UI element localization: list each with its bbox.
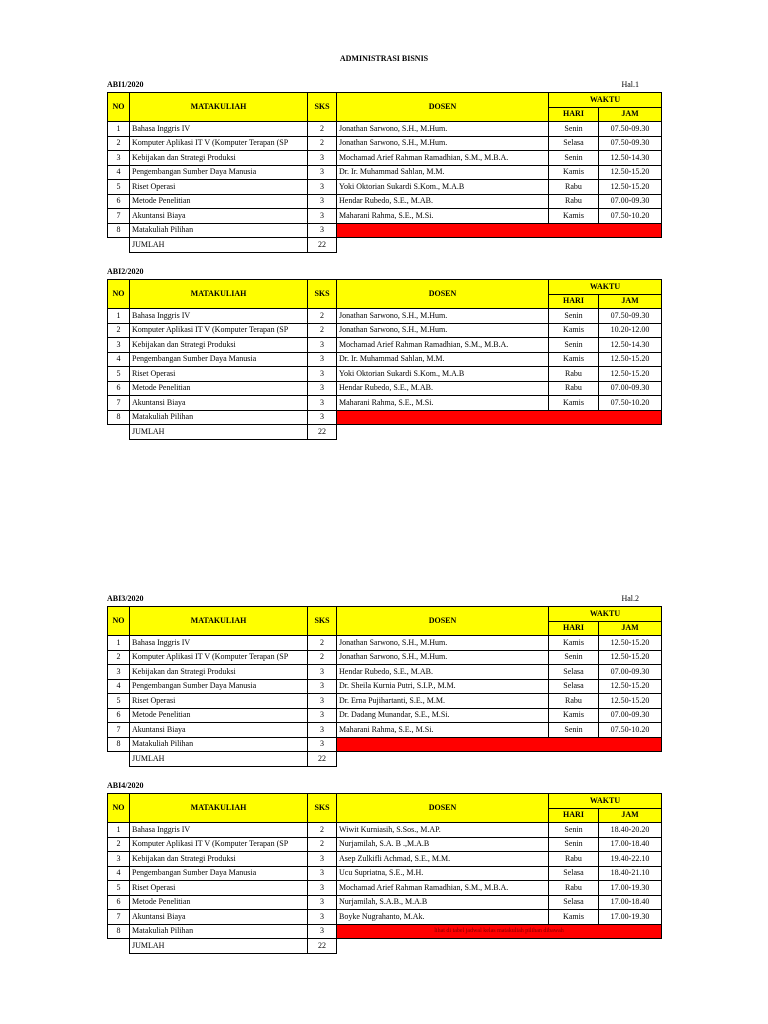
course-sks: 3 [308,381,337,396]
row-number: 6 [108,194,130,209]
lecturer-name: Dr. Erna Pujihartanti, S.E., M.M. [337,694,549,709]
schedule-time: 07.50-09.30 [599,136,662,151]
schedule-day: Rabu [549,194,599,209]
course-sks: 3 [308,223,337,238]
row-number: 2 [108,136,130,151]
schedule-day: Senin [549,723,599,738]
course-sks: 3 [308,338,337,353]
row-number: 3 [108,852,130,867]
lecturer-name: Asep Zulkifli Achmad, S.E., M.M. [337,852,549,867]
elective-highlight-cell [337,737,662,752]
page-number: Hal.1 [621,80,639,89]
schedule-day: Kamis [549,352,599,367]
schedule-time: 07.00-09.30 [599,665,662,680]
class-name: ABI1/2020 [107,80,144,89]
lecturer-name: Hendar Rubedo, S.E., M.AB. [337,665,549,680]
course-name: Akuntansi Biaya [130,396,308,411]
total-spacer [108,238,130,253]
total-spacer [337,425,662,440]
row-number: 1 [108,823,130,838]
schedule-time: 12.50-15.20 [599,650,662,665]
lecturer-name: Maharani Rahma, S.E., M.Si. [337,396,549,411]
row-number: 8 [108,223,130,238]
header-no: NO [108,93,130,122]
table-row [108,323,662,338]
course-name: Pengembangan Sumber Daya Manusia [130,352,308,367]
table-row [108,194,662,209]
lecturer-name: Jonathan Sarwono, S.H., M.Hum. [337,136,549,151]
row-number: 1 [108,636,130,651]
schedule-time: 10.20-12.00 [599,323,662,338]
row-number: 7 [108,910,130,925]
row-number: 7 [108,209,130,224]
course-name: Matakuliah Pilihan [130,223,308,238]
header-dosen: DOSEN [337,794,549,823]
course-sks: 2 [308,309,337,324]
header-hari: HARI [549,294,599,309]
table-row [108,852,662,867]
course-name: Metode Penelitian [130,381,308,396]
course-sks: 3 [308,679,337,694]
total-label: JUMLAH [130,939,308,954]
course-name: Riset Operasi [130,180,308,195]
row-number: 6 [108,708,130,723]
schedule-time: 12.50-15.20 [599,352,662,367]
lecturer-name: Dr. Sheila Kurnia Putri, S.I.P., M.M. [337,679,549,694]
schedule-time: 07.50-10.20 [599,396,662,411]
schedule-table [107,606,662,767]
course-name: Matakuliah Pilihan [130,924,308,939]
header-jam: JAM [599,294,662,309]
course-sks: 2 [308,122,337,137]
course-name: Bahasa Inggris IV [130,309,308,324]
lecturer-name: Yoki Oktorian Sukardi S.Kom., M.A.B [337,180,549,195]
table-row [108,636,662,651]
schedule-time: 19.40-22.10 [599,852,662,867]
table-row [108,223,662,238]
schedule-table [107,793,662,954]
schedule-day: Rabu [549,881,599,896]
row-number: 6 [108,381,130,396]
schedule-table [107,92,662,253]
table-row [108,180,662,195]
table-row [108,381,662,396]
header-jam: JAM [599,808,662,823]
row-number: 7 [108,396,130,411]
header-matakuliah: MATAKULIAH [130,607,308,636]
course-name: Kebijakan dan Strategi Produksi [130,665,308,680]
header-hari: HARI [549,621,599,636]
course-name: Akuntansi Biaya [130,910,308,925]
schedule-day: Kamis [549,708,599,723]
course-name: Akuntansi Biaya [130,209,308,224]
elective-highlight-cell: lihat di tabel jadwal kelas matakuliah pilihan dibawah [337,924,662,939]
header-hari: HARI [549,107,599,122]
lecturer-name: Nurjamilah, S.A.B., M.A.B [337,895,549,910]
table-row [108,910,662,925]
course-sks: 3 [308,737,337,752]
schedule-time: 12.50-15.20 [599,367,662,382]
lecturer-name: Mochamad Arief Rahman Ramadhian, S.M., M.B.A. [337,881,549,896]
row-number: 4 [108,165,130,180]
lecturer-name: Mochamad Arief Rahman Ramadhian, S.M., M.B.A. [337,338,549,353]
course-name: Riset Operasi [130,367,308,382]
total-spacer [337,752,662,767]
course-name: Pengembangan Sumber Daya Manusia [130,866,308,881]
header-sks: SKS [308,607,337,636]
header-waktu: WAKTU [549,93,662,108]
total-sks: 22 [308,238,337,253]
total-sks: 22 [308,752,337,767]
table-row [108,165,662,180]
row-number: 3 [108,338,130,353]
total-sks: 22 [308,425,337,440]
table-row [108,309,662,324]
table-row [108,396,662,411]
course-name: Komputer Aplikasi IT V (Komputer Terapan (SP [130,650,308,665]
course-sks: 3 [308,151,337,166]
table-row [108,650,662,665]
lecturer-name: Dr. Ir. Muhammad Sahlan, M.M. [337,165,549,180]
lecturer-name: Dr. Dadang Munandar, S.E., M.Si. [337,708,549,723]
course-name: Riset Operasi [130,694,308,709]
header-matakuliah: MATAKULIAH [130,794,308,823]
course-name: Metode Penelitian [130,194,308,209]
header-matakuliah: MATAKULIAH [130,280,308,309]
header-waktu: WAKTU [549,607,662,622]
lecturer-name: Hendar Rubedo, S.E., M.AB. [337,194,549,209]
elective-highlight-cell [337,223,662,238]
table-row [108,151,662,166]
total-spacer [108,752,130,767]
table-row [108,895,662,910]
total-label: JUMLAH [130,238,308,253]
schedule-time: 07.50-09.30 [599,309,662,324]
lecturer-name: Yoki Oktorian Sukardi S.Kom., M.A.B [337,367,549,382]
header-no: NO [108,794,130,823]
lecturer-name: Jonathan Sarwono, S.H., M.Hum. [337,323,549,338]
total-spacer [108,425,130,440]
course-name: Matakuliah Pilihan [130,737,308,752]
course-sks: 2 [308,636,337,651]
header-no: NO [108,607,130,636]
course-sks: 3 [308,708,337,723]
total-sks: 22 [308,939,337,954]
schedule-time: 07.00-09.30 [599,381,662,396]
schedule-day: Rabu [549,694,599,709]
course-name: Matakuliah Pilihan [130,410,308,425]
schedule-day: Selasa [549,665,599,680]
course-sks: 3 [308,352,337,367]
schedule-day: Rabu [549,852,599,867]
course-name: Pengembangan Sumber Daya Manusia [130,679,308,694]
header-jam: JAM [599,107,662,122]
course-name: Kebijakan dan Strategi Produksi [130,852,308,867]
table-row [108,924,662,939]
table-row [108,209,662,224]
row-number: 5 [108,881,130,896]
header-dosen: DOSEN [337,93,549,122]
lecturer-name: Maharani Rahma, S.E., M.Si. [337,209,549,224]
course-sks: 3 [308,881,337,896]
document-title: ADMINISTRASI BISNIS [339,54,429,63]
row-number: 5 [108,180,130,195]
header-sks: SKS [308,93,337,122]
lecturer-name: Wiwit Kurniasih, S.Sos., M.AP. [337,823,549,838]
header-no: NO [108,280,130,309]
schedule-time: 12.50-15.20 [599,679,662,694]
schedule-day: Kamis [549,396,599,411]
course-sks: 2 [308,323,337,338]
schedule-day: Kamis [549,323,599,338]
schedule-time: 07.50-10.20 [599,209,662,224]
schedule-time: 12.50-14.30 [599,151,662,166]
row-number: 4 [108,679,130,694]
course-sks: 3 [308,165,337,180]
table-row [108,723,662,738]
schedule-day: Kamis [549,636,599,651]
schedule-day: Rabu [549,381,599,396]
elective-highlight-cell [337,410,662,425]
schedule-day: Kamis [549,910,599,925]
course-sks: 3 [308,910,337,925]
schedule-day: Rabu [549,180,599,195]
row-number: 3 [108,665,130,680]
schedule-time: 07.00-09.30 [599,708,662,723]
row-number: 7 [108,723,130,738]
course-name: Bahasa Inggris IV [130,636,308,651]
schedule-day: Selasa [549,679,599,694]
course-sks: 2 [308,837,337,852]
lecturer-name: Ucu Supriatna, S.E., M.H. [337,866,549,881]
table-row [108,136,662,151]
lecturer-name: Jonathan Sarwono, S.H., M.Hum. [337,122,549,137]
schedule-time: 17.00-18.40 [599,837,662,852]
row-number: 5 [108,694,130,709]
lecturer-name: Maharani Rahma, S.E., M.Si. [337,723,549,738]
schedule-time: 18.40-21.10 [599,866,662,881]
course-sks: 3 [308,694,337,709]
course-name: Metode Penelitian [130,708,308,723]
row-number: 1 [108,122,130,137]
row-number: 4 [108,866,130,881]
total-row [108,238,662,253]
course-sks: 3 [308,367,337,382]
total-row [108,752,662,767]
course-sks: 3 [308,852,337,867]
course-sks: 3 [308,180,337,195]
total-spacer [337,238,662,253]
course-name: Kebijakan dan Strategi Produksi [130,151,308,166]
header-sks: SKS [308,280,337,309]
total-row [108,939,662,954]
course-name: Akuntansi Biaya [130,723,308,738]
course-name: Bahasa Inggris IV [130,122,308,137]
course-sks: 3 [308,866,337,881]
lecturer-name: Hendar Rubedo, S.E., M.AB. [337,381,549,396]
schedule-day: Senin [549,650,599,665]
course-sks: 3 [308,410,337,425]
header-waktu: WAKTU [549,280,662,295]
row-number: 8 [108,737,130,752]
table-row [108,708,662,723]
table-row [108,881,662,896]
course-name: Bahasa Inggris IV [130,823,308,838]
schedule-day: Selasa [549,895,599,910]
course-sks: 3 [308,665,337,680]
row-number: 8 [108,924,130,939]
page-number: Hal.2 [621,594,639,603]
schedule-day: Kamis [549,165,599,180]
schedule-time: 18.40-20.20 [599,823,662,838]
table-row [108,367,662,382]
schedule-day: Selasa [549,136,599,151]
schedule-day: Rabu [549,367,599,382]
row-number: 3 [108,151,130,166]
header-jam: JAM [599,621,662,636]
total-spacer [108,939,130,954]
total-row [108,425,662,440]
course-sks: 3 [308,895,337,910]
schedule-time: 12.50-14.30 [599,338,662,353]
schedule-table [107,279,662,440]
schedule-day: Senin [549,837,599,852]
schedule-day: Senin [549,309,599,324]
lecturer-name: Jonathan Sarwono, S.H., M.Hum. [337,636,549,651]
schedule-time: 17.00-19.30 [599,910,662,925]
table-row [108,352,662,367]
schedule-time: 17.00-18.40 [599,895,662,910]
schedule-time: 12.50-15.20 [599,636,662,651]
row-number: 2 [108,323,130,338]
table-row [108,694,662,709]
course-name: Kebijakan dan Strategi Produksi [130,338,308,353]
row-number: 6 [108,895,130,910]
schedule-time: 12.50-15.20 [599,180,662,195]
row-number: 2 [108,837,130,852]
schedule-time: 07.50-09.30 [599,122,662,137]
table-row [108,823,662,838]
schedule-day: Kamis [549,209,599,224]
schedule-time: 07.50-10.20 [599,723,662,738]
header-dosen: DOSEN [337,280,549,309]
header-sks: SKS [308,794,337,823]
lecturer-name: Jonathan Sarwono, S.H., M.Hum. [337,650,549,665]
table-row [108,665,662,680]
lecturer-name: Dr. Ir. Muhammad Sahlan, M.M. [337,352,549,367]
header-dosen: DOSEN [337,607,549,636]
schedule-time: 12.50-15.20 [599,165,662,180]
table-row [108,338,662,353]
row-number: 5 [108,367,130,382]
class-name: ABI4/2020 [107,781,144,790]
schedule-day: Senin [549,823,599,838]
table-row [108,737,662,752]
row-number: 8 [108,410,130,425]
schedule-day: Selasa [549,866,599,881]
total-spacer [337,939,662,954]
lecturer-name: Nurjamilah, S.A. B .,M.A.B [337,837,549,852]
table-row [108,866,662,881]
course-sks: 3 [308,723,337,738]
course-name: Pengembangan Sumber Daya Manusia [130,165,308,180]
schedule-day: Senin [549,122,599,137]
lecturer-name: Boyke Nugrahanto, M.Ak. [337,910,549,925]
schedule-day: Senin [549,151,599,166]
table-row [108,410,662,425]
course-name: Riset Operasi [130,881,308,896]
header-matakuliah: MATAKULIAH [130,93,308,122]
row-number: 4 [108,352,130,367]
course-name: Komputer Aplikasi IT V (Komputer Terapan (SP [130,323,308,338]
table-row [108,837,662,852]
row-number: 1 [108,309,130,324]
row-number: 2 [108,650,130,665]
course-sks: 3 [308,194,337,209]
schedule-time: 17.00-19.30 [599,881,662,896]
course-sks: 2 [308,823,337,838]
course-sks: 3 [308,924,337,939]
table-row [108,679,662,694]
schedule-time: 12.50-15.20 [599,694,662,709]
lecturer-name: Jonathan Sarwono, S.H., M.Hum. [337,309,549,324]
table-row [108,122,662,137]
total-label: JUMLAH [130,425,308,440]
course-sks: 2 [308,650,337,665]
header-waktu: WAKTU [549,794,662,809]
class-name: ABI3/2020 [107,594,144,603]
schedule-day: Senin [549,338,599,353]
course-name: Komputer Aplikasi IT V (Komputer Terapan (SP [130,837,308,852]
class-name: ABI2/2020 [107,267,144,276]
course-name: Komputer Aplikasi IT V (Komputer Terapan (SP [130,136,308,151]
total-label: JUMLAH [130,752,308,767]
course-sks: 2 [308,136,337,151]
header-hari: HARI [549,808,599,823]
course-name: Metode Penelitian [130,895,308,910]
course-sks: 3 [308,209,337,224]
schedule-time: 07.00-09.30 [599,194,662,209]
course-sks: 3 [308,396,337,411]
lecturer-name: Mochamad Arief Rahman Ramadhian, S.M., M.B.A. [337,151,549,166]
